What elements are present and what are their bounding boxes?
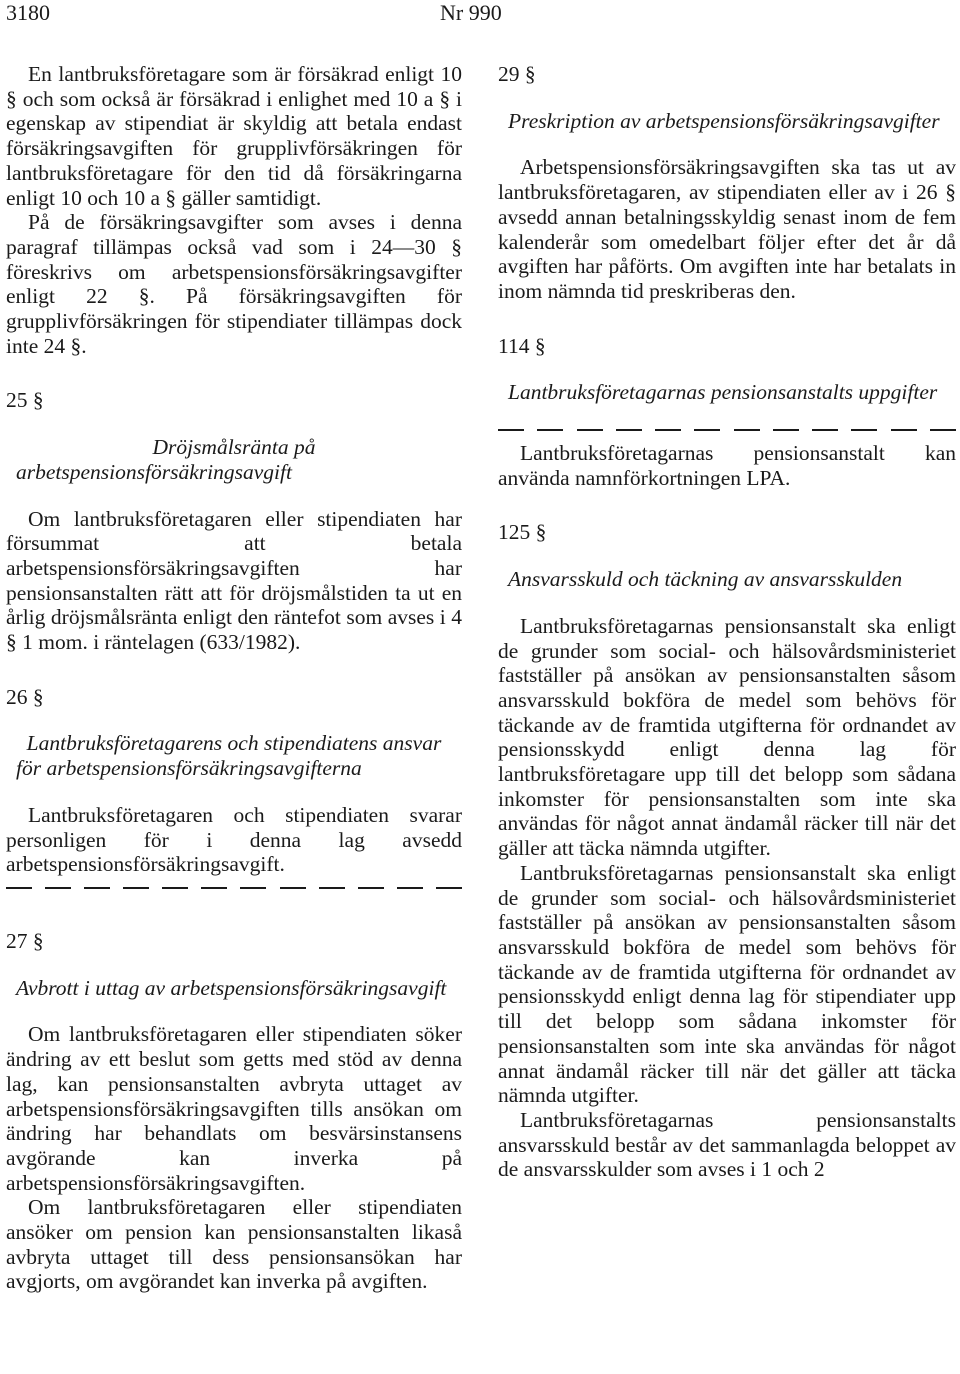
paragraph: På de försäkringsavgifter som avses i denna paragraf tillämpas också vad som i 24—30 § föreskrivs om arbetspensionsförsäkringsavgifter enligt 22 §. På försäkringsavgiften för grupplivförsäkringen för stipendiater tillämpas dock inte 24 §. [6, 210, 462, 358]
paragraph: Lantbruksföretagarnas pensionsanstalts ansvarsskuld består av det sammanlagda beloppet av de ansvarsskulder som avses i 1 och 2 [498, 1107, 956, 1182]
right-column [498, 62, 956, 1182]
page-number: 3180 [6, 0, 50, 25]
paragraph: Lantbruksföretagarnas pensionsanstalt ska enligt de grunder som social- och hälsovårdsministeriet fastställer på ansökan av pensionsanstalten såsom ansvarsskuld bokföra de medel som behövs för täckande av de framtida utgifterna för ordnandet av pensionsskydd enligt denna lag för stipendiater upp till det belopp som sådana inkomster för pensionsanstalten som inte ska användas för något annat ändamål räcker till när det gäller att täcka nämnda utgifter. [498, 860, 956, 1108]
omission-dashes [498, 423, 956, 437]
section-number-25: 25 § [6, 388, 44, 413]
paragraph: Lantbruksföretagarnas pensionsanstalt kan använda namnförkortningen LPA. [498, 441, 956, 490]
document-number: Nr 990 [440, 0, 502, 25]
section-title-29: Preskription av arbetspensionsförsäkringsavgifter [508, 108, 940, 133]
section-title-114: Lantbruksföretagarnas pensionsanstalts uppgifter [508, 380, 938, 405]
section-number-125: 125 § [498, 520, 547, 545]
section-title-26: Lantbruksföretagarens och stipendiatens ansvar för arbetspensionsförsäkringsavgifterna [16, 731, 442, 781]
left-column [6, 62, 462, 1294]
section-number-114: 114 § [498, 333, 546, 358]
paragraph: En lantbruksföretagare som är försäkrad enligt 10 § och som också är försäkrad i enlighet med 10 a § i egenskap av stipendiat är skyldig att betala endast försäkringsavgiften för grupplivförsäkringen för lantbruksföretagare för den tid då försäkringarna enligt 10 och 10 a § gäller samtidigt. [6, 62, 462, 210]
paragraph: Om lantbruksföretagaren eller stipendiaten ansöker om pension kan pensionsanstalten likaså avbryta uttaget till dess pensionsansökan har avgjorts, om avgörandet kan inverka på avgiften. [6, 1195, 462, 1294]
section-title-27: Avbrott i uttag av arbetspensionsförsäkringsavgift [16, 975, 447, 1000]
paragraph: Arbetspensionsförsäkringsavgiften ska tas ut av lantbruksföretagaren, av stipendiaten eller av i 26 § avsedd annan betalningsskyldig senast inom de fem kalenderår som omedelbart följer efter det år då avgiften har påförts. Om avgiften inte har betalats in inom nämnda tid preskriberas den. [498, 155, 956, 303]
section-number-27: 27 § [6, 928, 44, 953]
page-header [0, 0, 960, 30]
paragraph: Om lantbruksföretagaren eller stipendiaten söker ändring av ett beslut som getts med stöd av denna lag, kan pensionsanstalten avbryta uttaget av arbetspensionsförsäkringsavgiften tills ansökan om ändring har behandlats om besvärsinstansens avgörande kan inverka på arbetspensionsförsäkringsavgiften. [6, 1022, 462, 1195]
paragraph: Lantbruksföretagaren och stipendiaten svarar personligen för i denna lag avsedd arbetspensionsförsäkringsavgift. [6, 802, 462, 877]
paragraph: Lantbruksföretagarnas pensionsanstalt ska enligt de grunder som social- och hälsovårdsministeriet fastställer på ansökan av pensionsanstalten såsom ansvarsskuld bokföra de medel som behövs för täckande av de framtida utgifterna för ordnandet av pensionsskydd enligt denna lag för lantbruksföretagare upp till det belopp som sådana inkomster för pensionsanstalten som inte ska användas för något annat ändamål räcker till när det gäller att täcka nämnda utgifter. [498, 613, 956, 861]
paragraph: Om lantbruksföretagaren eller stipendiaten har försummat att betala arbetspensionsförsäkringsavgiften har pensionsanstalten rätt att för dröjsmålstiden ta ut en årlig dröjsmålsränta enligt den räntefot som avses i 4 § 1 mom. i räntelagen (633/1982). [6, 506, 462, 655]
section-title-25: Dröjsmålsränta på arbetspensionsförsäkringsavgift [16, 435, 316, 484]
section-number-26: 26 § [6, 684, 44, 709]
omission-dashes [6, 881, 462, 895]
section-number-29: 29 § [498, 62, 536, 86]
section-title-125: Ansvarsskuld och täckning av ansvarsskulden [508, 567, 903, 592]
